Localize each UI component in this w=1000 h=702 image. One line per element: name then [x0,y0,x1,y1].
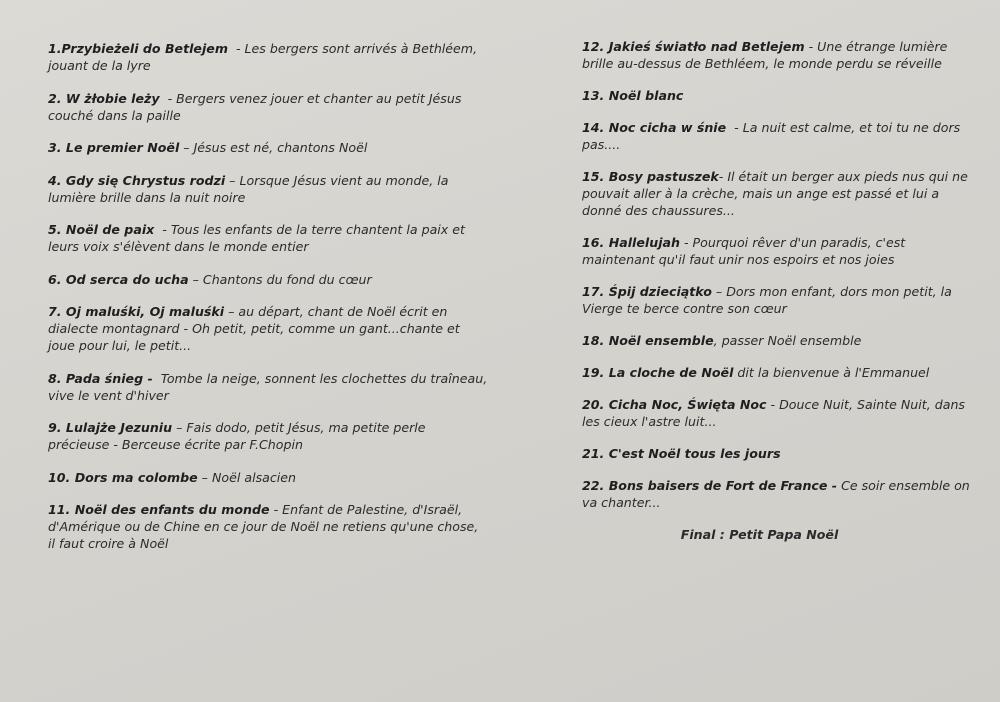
song-separator: - [718,169,728,184]
final-song: Final : Petit Papa Noël [680,527,839,542]
song-title: 5. Noël de paix [48,222,155,237]
song-title: 19. La cloche de Noël [582,365,734,380]
song-separator: - [227,41,245,56]
song-item [48,501,488,552]
song-description: Tous les enfants de la terre chantent la paix et leurs voix s'élèvent dans le monde entier [48,222,465,254]
song-title: 21. C'est Noël tous les jours [582,446,781,461]
song-description: au départ, chant de Noël écrit en dialecte montagnard - Oh petit, petit, comme un gant...chante et joue pour lui, le petit... [48,304,460,353]
song-title: 8. Pada śnieg - [48,370,153,386]
song-title: 6. Od serca do ucha [48,271,189,287]
song-description: Dors mon enfant, dors mon petit, la Vierge te berce contre son cœur [582,284,952,316]
song-separator: - [766,397,780,412]
song-description: Tombe la neige, sonnent les clochettes du traîneau, vive le vent d'hiver [48,370,488,403]
song-item [48,303,488,354]
song-description: Jésus est né, chantons Noël [193,140,368,155]
song-title: 3. Le premier Noël [48,140,180,155]
song-separator: – [179,140,194,155]
song-description: Chantons du fond du cœur [202,271,372,287]
song-separator: – [225,172,240,188]
song-item [48,469,488,486]
song-item [582,87,977,104]
song-description: Noël alsacien [211,469,297,485]
song-item [582,168,977,219]
song-title: 7. Oj maluśki, Oj maluśki [48,304,225,319]
song-separator: – [711,284,727,299]
song-item [48,172,488,206]
song-description: Les bergers sont arrivés à Bethléem, jouant de la lyre [48,41,478,73]
song-item [582,283,977,317]
song-item [582,396,977,430]
song-description: Il était un berger aux pieds nus qui ne pouvait aller à la crèche, mais un ange est passé et lui a donné des chaussures... [582,169,968,218]
song-item [48,221,488,255]
song-description: Enfant de Palestine, d'Israël, d'Amérique ou de Chine en ce jour de Noël ne retiens qu'une chose, il faut croire à Noël [48,502,479,551]
song-separator: - [269,502,283,517]
song-description: La nuit est calme, et toi tu ne dors pas.... [582,120,961,152]
song-item [582,477,977,511]
song-separator: – [188,271,203,287]
song-item [582,445,977,462]
song-separator [153,371,161,386]
song-item [48,90,488,124]
song-separator: - [159,90,177,106]
song-separator: - [726,120,743,135]
song-separator: – [224,304,239,319]
song-title: 9. Lulajże Jezuniu [48,420,173,435]
song-item [48,139,488,156]
song-item [582,119,977,153]
song-separator: – [197,469,212,485]
song-title: 17. Śpij dzieciątko [582,284,712,299]
left-column [48,40,488,568]
song-description: Une étrange lumière brille au-dessus de Bethléem, le monde perdu se réveille [582,39,948,71]
song-title: 12. Jakieś światło nad Betlejem [582,39,805,54]
song-title: 16. Hallelujah [582,235,680,250]
song-title: 4. Gdy się Chrystus rodzi [48,172,226,188]
song-title: 22. Bons baisers de Fort de France - [582,478,838,493]
song-description: Douce Nuit, Sainte Nuit, dans les cieux l'astre luit... [582,397,965,429]
song-item [582,364,977,381]
song-separator: - [679,235,693,250]
song-description: Lorsque Jésus vient au monde, la lumière brille dans la nuit noire [48,172,449,205]
song-description: dit la bienvenue à l'Emmanuel [737,365,930,380]
song-description: Pourquoi rêver d'un paradis, c'est maintenant qu'il faut unir nos espoirs et nos joies [582,235,906,267]
song-description: Ce soir ensemble on va chanter... [582,478,970,510]
song-description: passer Noël ensemble [721,333,862,348]
song-separator: , [713,333,722,348]
song-separator: – [172,420,187,435]
song-item [582,332,977,349]
song-title: 15. Bosy pastuszek [582,169,719,184]
song-description: Fais dodo, petit Jésus, ma petite perle précieuse - Berceuse écrite par F.Chopin [48,420,426,452]
song-description: Bergers venez jouer et chanter au petit Jésus couché dans la paille [48,90,462,123]
song-title: 18. Noël ensemble [582,333,714,348]
song-title: 10. Dors ma colombe [48,469,198,485]
song-title: 14. Noc cicha w śnie [582,120,727,135]
right-column [582,38,977,556]
song-separator: - [154,222,171,237]
song-title: 2. W żłobie leży [48,90,160,106]
song-title: 1.Przybieżeli do Betlejem [48,41,228,56]
song-item [48,40,488,74]
song-item [582,38,977,72]
song-title: 13. Noël blanc [582,88,684,103]
song-separator: - [804,39,818,54]
song-title: 20. Cicha Noc, Święta Noc [582,397,767,412]
song-item [48,419,488,453]
song-title: 11. Noël des enfants du monde [48,502,270,517]
song-item [48,271,488,288]
song-item [48,370,488,404]
song-item [582,234,977,268]
